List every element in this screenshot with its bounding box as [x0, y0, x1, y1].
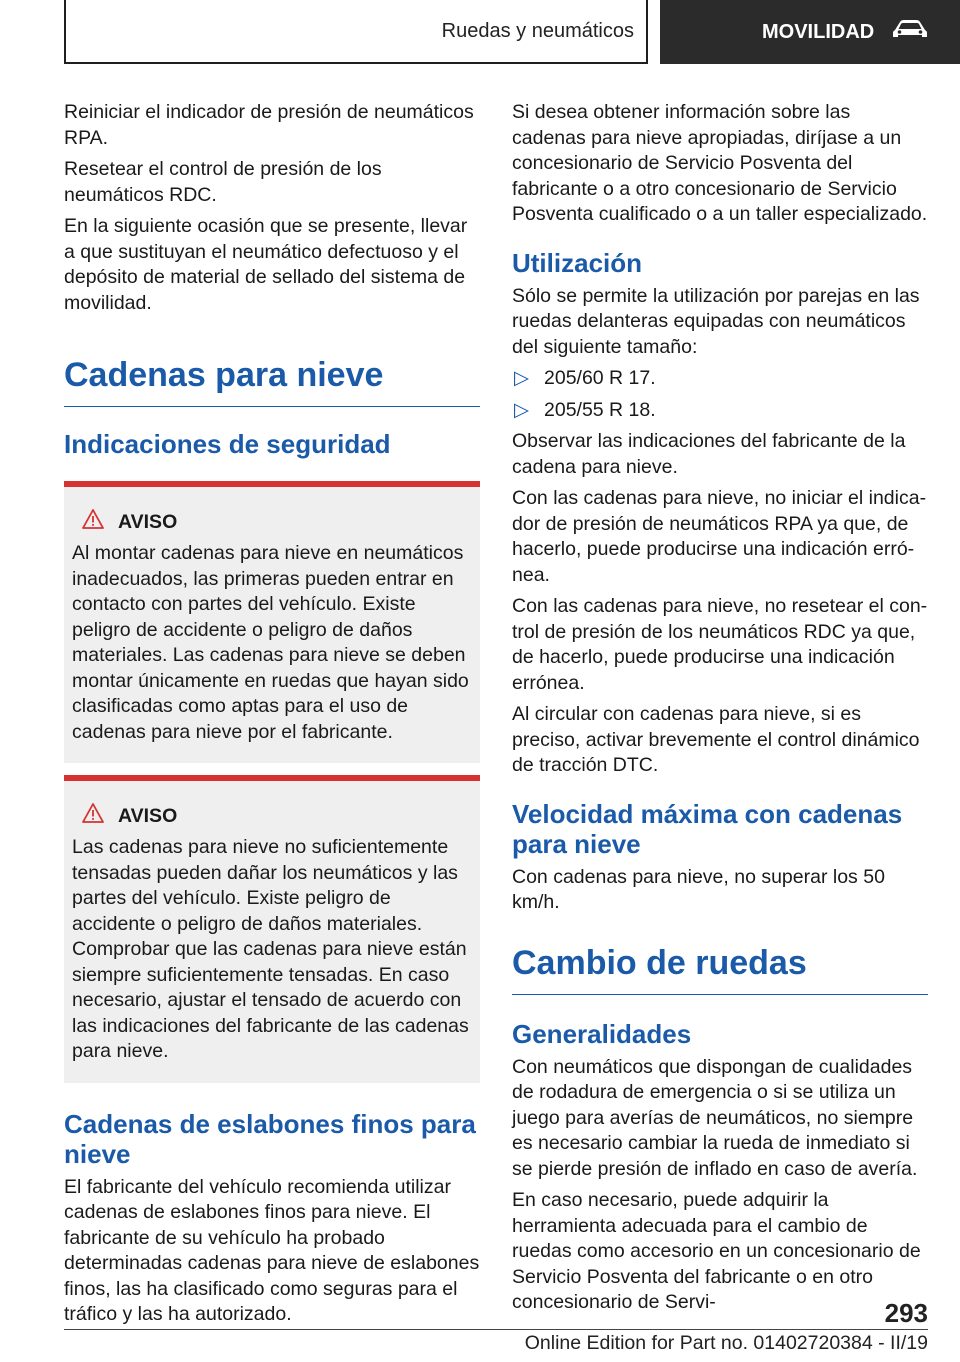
paragraph: Con cadenas para nieve, no superar los 50 km/h. [512, 865, 885, 913]
paragraph: Observar las indicaciones del fabricante de la cadena para nieve. [512, 430, 906, 478]
header-chapter-tab [660, 0, 960, 64]
warning-title [72, 803, 472, 829]
paragraph: Resetear el control de presión de los neumáticos RDC. [64, 158, 382, 206]
warning-triangle-icon [72, 803, 118, 829]
warning-label: AVISO [118, 804, 178, 827]
footer-text: Online Edition for Part no. 01402720384 - II/19 [524, 1332, 928, 1354]
paragraph: Reiniciar el indicador de presión de neumáticos RPA. [64, 101, 474, 149]
paragraph: En caso necesario, puede adquirir la herramienta adecuada para el cambio de ruedas como accesorio en un concesionario de Servicio Posventa del fabricante o en otro concesionario de Servi- [512, 1189, 921, 1313]
right-column [512, 100, 928, 1322]
chapter-heading: Cadenas para nieve [64, 354, 480, 407]
bullet-triangle-icon: ▷ [514, 398, 529, 421]
paragraph: Sólo se permite la utilización por parejas en las ruedas delanteras equipadas con neumáticos del siguiente tamaño: [512, 284, 920, 358]
paragraph: Con las cadenas para nieve, no iniciar el indicador de presión de neumáticos RPA ya que, de hacerlo, puede producirse una indicación errónea. [512, 487, 927, 586]
section-title: Ruedas y neumáticos [441, 19, 634, 42]
section-heading: Velocidad máxima con cadenas para nieve [512, 798, 903, 859]
warning-text: Las cadenas para nieve no suficientemente tensadas pueden dañar los neumáticos y las partes del vehículo. Existe peligro de accidente o peligro de daños materiales. Comprobar que las cadenas para nieve están siempre suficientemente tensadas. En caso necesario, ajustar el tensado de acuerdo con las indicaciones del fabricante de las cadenas para nieve. [72, 836, 469, 1062]
left-column [64, 100, 480, 1334]
list-item-text: 205/55 R 18. [544, 398, 656, 421]
list-item [512, 398, 928, 424]
paragraph: En la siguiente ocasión que se presente, llevar a que sustituyan el neumático defectuoso y el depósito de material de sellado del sistema de movilidad. [64, 215, 468, 314]
car-icon [892, 18, 928, 46]
section-heading: Indicaciones de seguridad [64, 429, 391, 459]
page-number: 293 [884, 1298, 928, 1328]
warning-triangle-icon [72, 509, 118, 535]
warning-box [64, 481, 480, 763]
list-item-text: 205/60 R 17. [544, 367, 656, 389]
chapter-heading: Cambio de ruedas [512, 942, 928, 995]
paragraph: Al circular con cadenas para nieve, si es preciso, activar brevemente el control dinámico de tracción DTC. [512, 703, 920, 776]
paragraph: Con neumáticos que dispongan de cualidades de rodadura de emergencia o si se utiliza un juego para averías de neumáticos, no siempre es necesario cambiar la rueda de inmediato si se pierde presión de inflado en caso de avería. [512, 1055, 918, 1180]
footer-divider [64, 1329, 928, 1330]
bullet-triangle-icon: ▷ [514, 367, 529, 389]
warning-text: Al montar cadenas para nieve en neumáticos inadecuados, las primeras pueden entrar en contacto con partes del vehículo. Existe peligro de accidente o peligro de daños materiales. Las cadenas para nieve se deben montar únicamente en ruedas que hayan sido clasificadas como aptas para el uso de cadenas para nieve por el fabricante. [72, 542, 469, 743]
header-section-tab [64, 0, 648, 64]
list-item [512, 366, 928, 392]
section-heading: Utilización [512, 247, 643, 278]
chapter-title: MOVILIDAD [762, 20, 875, 43]
warning-box [64, 775, 480, 1083]
paragraph: Si desea obtener información sobre las cadenas para nieve apropiadas, diríjase a un concesionario de Servicio Posventa del fabricante o a otro concesionario de Servicio Posventa cualificado o a un taller especializado. [512, 101, 928, 225]
warning-title [72, 509, 472, 535]
paragraph: Con las cadenas para nieve, no resetear el control de presión de los neumáticos RDC ya que, de hacerlo, puede producirse una indicación errónea. [512, 595, 928, 694]
warning-label: AVISO [118, 510, 178, 533]
section-heading: Cadenas de eslabones finos para nieve [64, 1108, 476, 1169]
paragraph: El fabricante del vehículo recomienda utilizar cadenas de eslabones finos para nieve. El fabricante de su vehículo ha probado determinadas cadenas para nieve de eslabones finos, las ha clasificado como seguras para el tráfico y las ha autorizado. [64, 1175, 480, 1325]
section-heading: Generalidades [512, 1018, 692, 1049]
